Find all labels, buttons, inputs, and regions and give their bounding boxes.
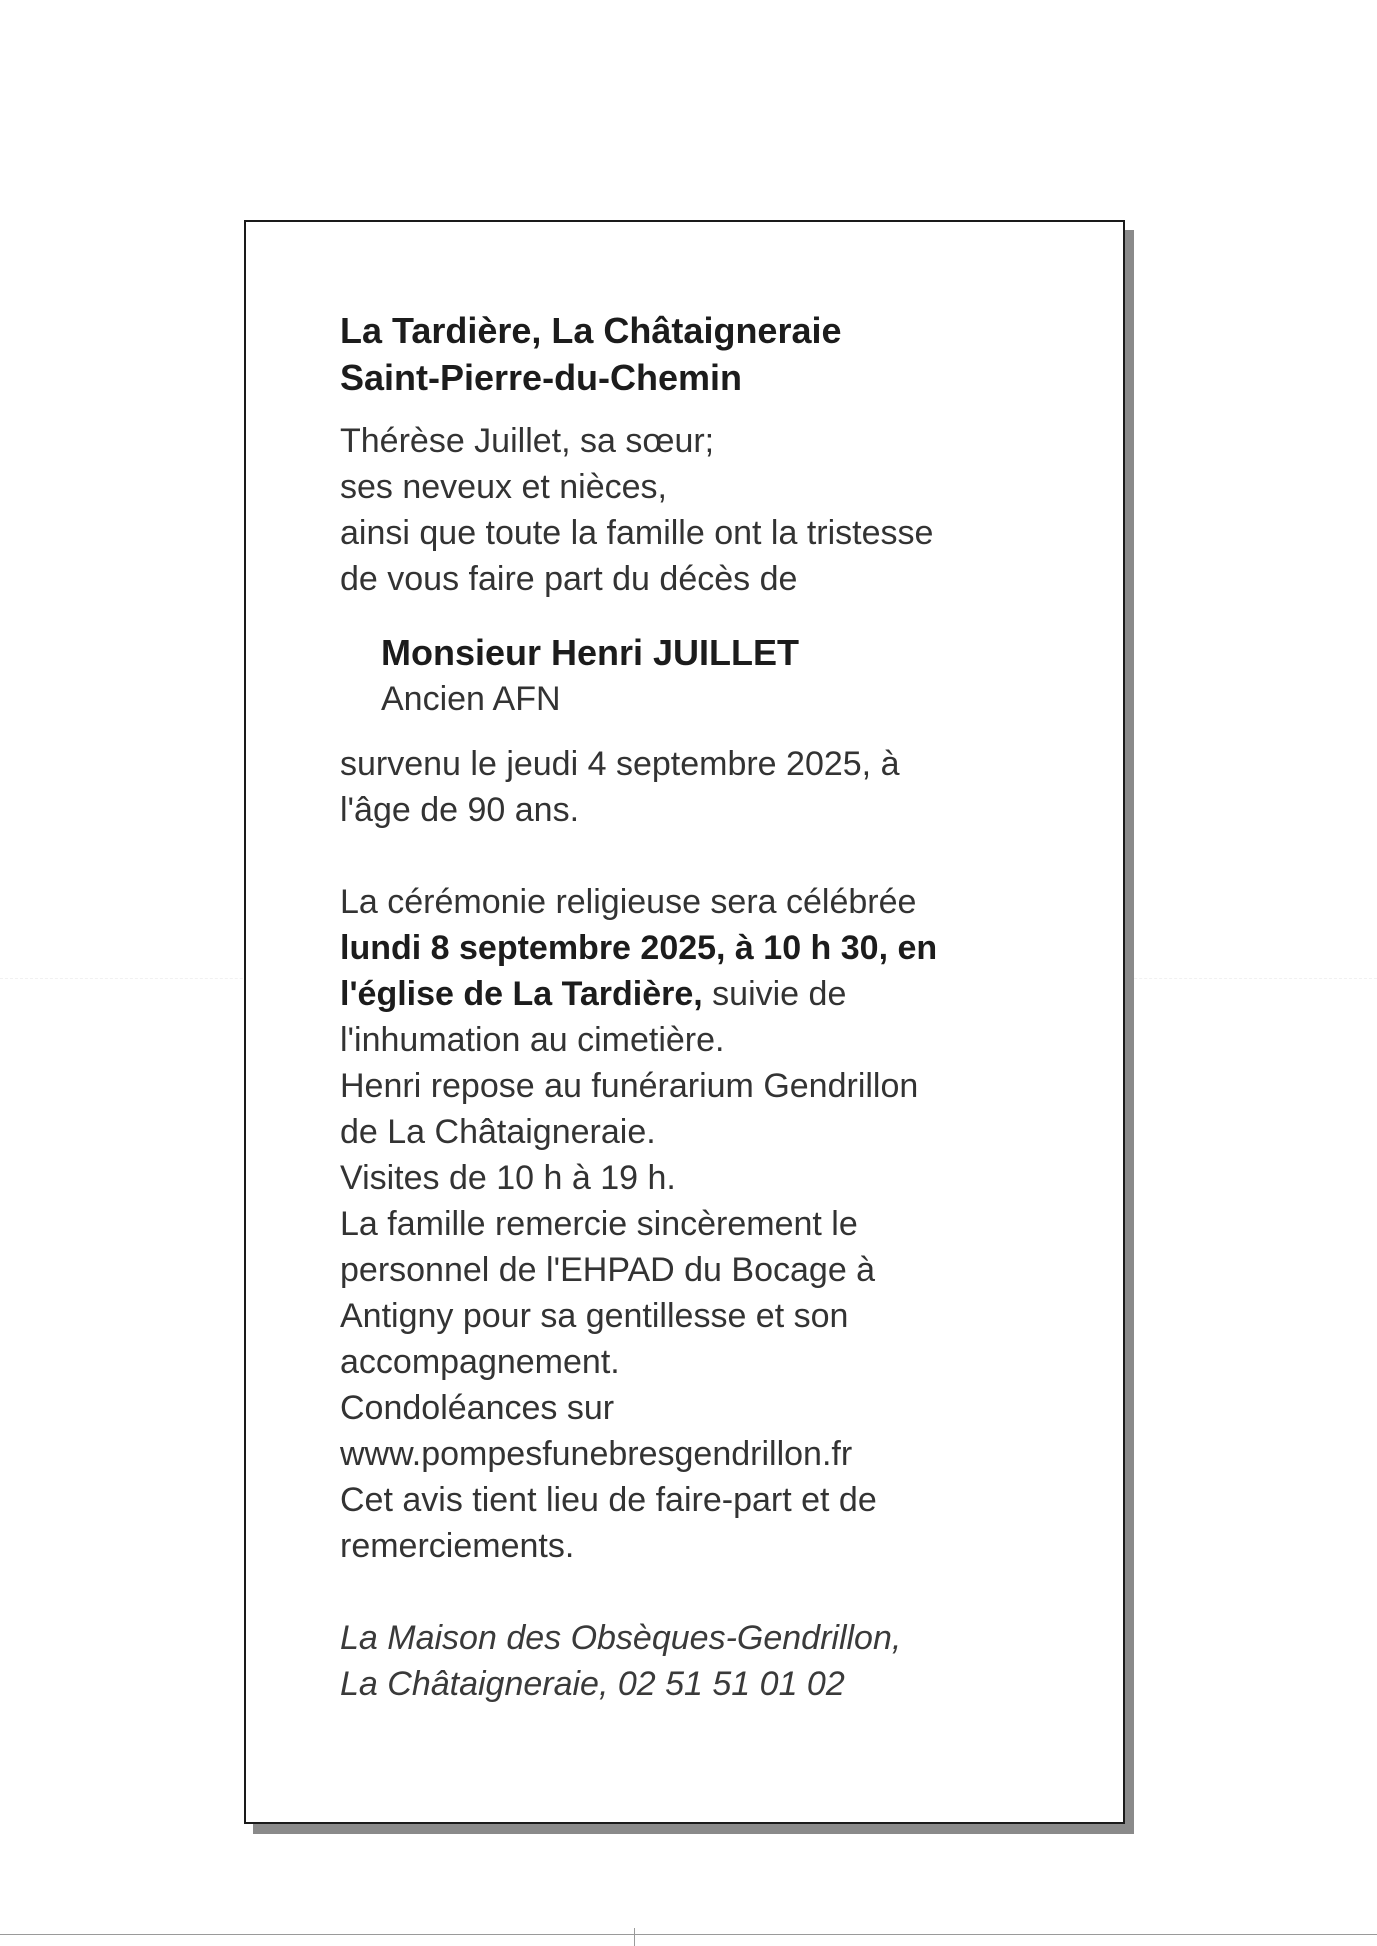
ceremony-line: Henri repose au funérarium Gendrillon xyxy=(340,1067,919,1105)
family-announcement xyxy=(340,418,1060,602)
thanks-line: personnel de l'EHPAD du Bocage à xyxy=(340,1251,876,1289)
death-details xyxy=(340,741,1060,833)
notice-line: Cet avis tient lieu de faire-part et de xyxy=(340,1481,877,1519)
ceremony-line: l'inhumation au cimetière. xyxy=(340,1021,725,1059)
announcement-line: ainsi que toute la famille ont la tristesse xyxy=(340,514,934,552)
announcement-line: de vous faire part du décès de xyxy=(340,560,798,598)
footer-tick xyxy=(634,1928,635,1946)
deceased-name: Monsieur Henri JUILLET xyxy=(381,632,800,673)
funeral-home-name: La Maison des Obsèques-Gendrillon, xyxy=(340,1619,902,1657)
visiting-hours: Visites de 10 h à 19 h. xyxy=(340,1159,676,1197)
funeral-home-contact: La Châtaigneraie, 02 51 51 01 02 xyxy=(340,1665,845,1703)
ceremony-place-rest: suivie de xyxy=(702,975,847,1013)
header-locations-line-1: La Tardière, La Châtaigneraie xyxy=(340,310,842,351)
thanks-line: accompagnement. xyxy=(340,1343,620,1381)
announcement-line: Thérèse Juillet, sa sœur; xyxy=(340,422,715,460)
footer-rule xyxy=(0,1934,1377,1935)
death-line: l'âge de 90 ans. xyxy=(340,791,580,829)
condolences-website: www.pompesfunebresgendrillon.fr xyxy=(340,1435,853,1473)
condolences-line: Condoléances sur xyxy=(340,1389,615,1427)
death-line: survenu le jeudi 4 septembre 2025, à xyxy=(340,745,900,783)
ceremony-place: l'église de La Tardière, xyxy=(340,975,703,1013)
announcement-line: ses neveux et nièces, xyxy=(340,468,667,506)
deceased-title: Ancien AFN xyxy=(381,680,561,718)
obituary-notice xyxy=(244,220,1125,1824)
notice-line: remerciements. xyxy=(340,1527,575,1565)
ceremony-place-line xyxy=(340,971,1060,1017)
thanks-line: La famille remercie sincèrement le xyxy=(340,1205,858,1243)
ceremony-date-time: lundi 8 septembre 2025, à 10 h 30, en xyxy=(340,929,938,967)
ceremony-line: La cérémonie religieuse sera célébrée xyxy=(340,883,917,921)
thanks-line: Antigny pour sa gentillesse et son xyxy=(340,1297,849,1335)
notice-header xyxy=(340,307,1060,401)
header-locations-line-2: Saint-Pierre-du-Chemin xyxy=(340,357,743,398)
deceased-block xyxy=(381,629,1060,722)
funeral-home-signature xyxy=(340,1615,1060,1707)
ceremony-details xyxy=(340,879,1060,1569)
ceremony-line: de La Châtaigneraie. xyxy=(340,1113,656,1151)
notice-content xyxy=(340,307,1060,1707)
